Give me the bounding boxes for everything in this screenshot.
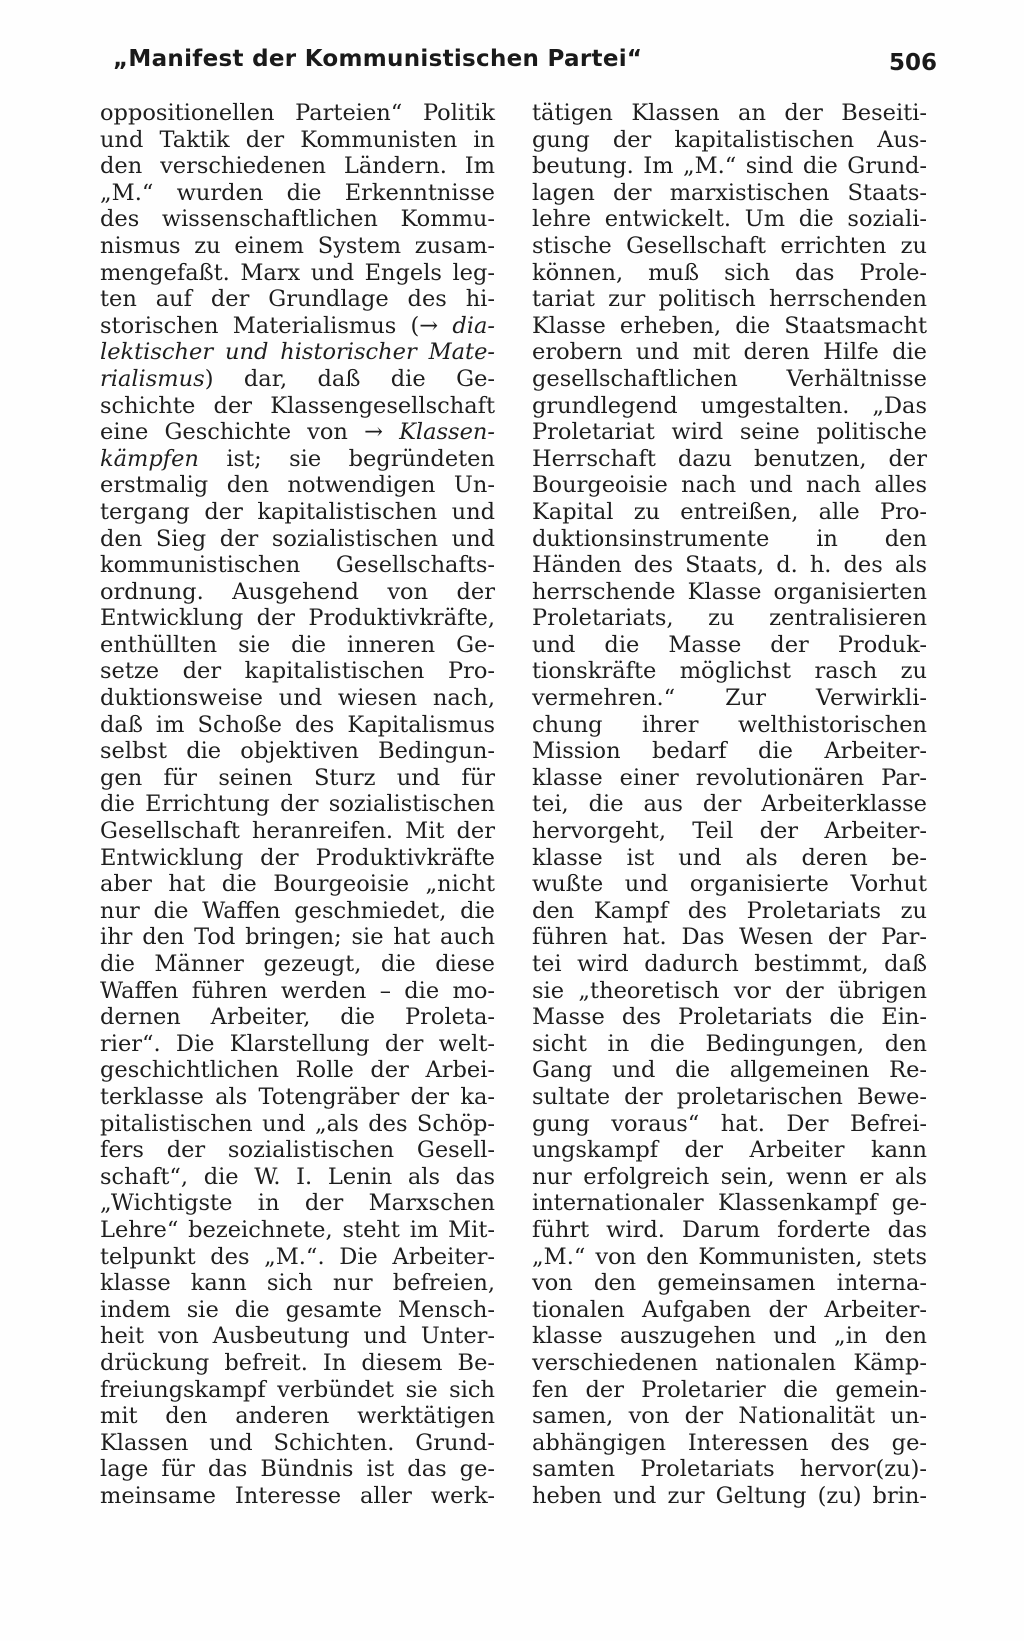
page-number: 506 <box>888 50 937 76</box>
text-line: geschichtlichen Rolle der Arbei- <box>100 1057 495 1084</box>
text-line: stische Gesellschaft errichten zu <box>532 232 927 259</box>
text-line: klasse auszugehen und „in den <box>532 1323 927 1350</box>
text-line: Masse des Proletariats die Ein- <box>532 1004 927 1031</box>
text-line: setze der kapitalistischen Pro- <box>100 658 495 685</box>
text-line: ten auf der Grundlage des hi- <box>100 286 495 313</box>
text-line: und Taktik der Kommunisten in <box>100 126 495 153</box>
running-head <box>105 46 945 86</box>
text-line: tionalen Aufgaben der Arbeiter- <box>532 1296 927 1323</box>
text-line: chung ihrer welthistorischen <box>532 711 927 738</box>
text-line: verschiedenen nationalen Kämp- <box>532 1349 927 1376</box>
text-line: Kapital zu entreißen, alle Pro- <box>532 498 927 525</box>
text-line: freiungskampf verbündet sie sich <box>100 1376 495 1403</box>
text-line: Entwicklung der Produktivkräfte, <box>100 605 495 632</box>
text-line: hervorgeht, Teil der Arbeiter- <box>532 818 927 845</box>
text-line: gesellschaftlichen Verhältnisse <box>532 365 927 392</box>
text-line: samten Proletariats hervor(zu)- <box>532 1456 927 1483</box>
text-line: mengefaßt. Marx und Engels leg- <box>100 259 495 286</box>
text-line: meinsame Interesse aller werk- <box>100 1482 495 1509</box>
text-line: können, muß sich das Prole- <box>532 259 927 286</box>
text-line: ordnung. Ausgehend von der <box>100 578 495 605</box>
text-line: terklasse als Totengräber der ka- <box>100 1083 495 1110</box>
text-line: vermehren.“ Zur Verwirkli- <box>532 685 927 712</box>
text-line: rialismus) dar, daß die Ge- <box>100 365 495 392</box>
text-line: heit von Ausbeutung und Unter- <box>100 1323 495 1350</box>
text-line: tei, die aus der Arbeiterklasse <box>532 791 927 818</box>
text-line: führt wird. Darum forderte das <box>532 1216 927 1243</box>
text-line: Händen des Staats, d. h. des als <box>532 552 927 579</box>
text-line: tei wird dadurch bestimmt, daß <box>532 951 927 977</box>
text-line: fen der Proletarier die gemein- <box>532 1376 927 1403</box>
text-line: führen hat. Das Wesen der Par- <box>532 924 927 951</box>
text-line: „M.“ wurden die Erkenntnisse <box>100 179 495 206</box>
text-line: grundlegend umgestalten. „Das <box>532 392 927 419</box>
text-line: eine Geschichte von → Klassen- <box>100 419 495 446</box>
text-line: tergang der kapitalistischen und <box>100 498 495 525</box>
text-line: klasse kann sich nur befreien, <box>100 1270 495 1297</box>
text-line: duktionsinstrumente in den <box>532 525 927 552</box>
text-line: „M.“ von den Kommunisten, stets <box>532 1243 927 1270</box>
text-line: Waffen führen werden – die mo- <box>100 977 495 1004</box>
right-text-column <box>532 100 927 1509</box>
text-line: von den gemeinsamen interna- <box>532 1270 927 1297</box>
text-line: mit den anderen werktätigen <box>100 1403 495 1430</box>
text-line: drückung befreit. In diesem Be- <box>100 1349 495 1376</box>
left-text-column <box>100 100 495 1509</box>
text-line: oppositionellen Parteien“ Politik <box>100 100 495 126</box>
text-line: Klassen und Schichten. Grund- <box>100 1429 495 1456</box>
text-line: Gang und die allgemeinen Re- <box>532 1057 927 1084</box>
text-line: wußte und organisierte Vorhut <box>532 871 927 898</box>
text-line: Bourgeoisie nach und nach alles <box>532 472 927 499</box>
text-line: lagen der marxistischen Staats- <box>532 179 927 206</box>
text-line: Mission bedarf die Arbeiter- <box>532 738 927 765</box>
text-line: die Männer gezeugt, die diese <box>100 951 495 977</box>
text-line: tätigen Klassen an der Beseiti- <box>532 100 927 126</box>
text-line: kommunistischen Gesellschafts- <box>100 552 495 579</box>
text-line: lehre entwickelt. Um die soziali- <box>532 206 927 233</box>
text-line: pitalistischen und „als des Schöp- <box>100 1110 495 1137</box>
text-line: den Kampf des Proletariats zu <box>532 897 927 924</box>
text-line: telpunkt des „M.“. Die Arbeiter- <box>100 1243 495 1270</box>
text-line: samen, von der Nationalität un- <box>532 1403 927 1430</box>
text-line: gung voraus“ hat. Der Befrei- <box>532 1110 927 1137</box>
text-line: klasse ist und als deren be- <box>532 844 927 871</box>
text-line: abhängigen Interessen des ge- <box>532 1429 927 1456</box>
text-line: Proletariats, zu zentralisieren <box>532 605 927 632</box>
text-line: aber hat die Bourgeoisie „nicht <box>100 871 495 898</box>
text-line: schaft“, die W. I. Lenin als das <box>100 1163 495 1190</box>
text-line: tariat zur politisch herrschenden <box>532 286 927 313</box>
text-line: erobern und mit deren Hilfe die <box>532 339 927 366</box>
text-line: nismus zu einem System zusam- <box>100 232 495 259</box>
text-line: die Errichtung der sozialistischen <box>100 791 495 818</box>
text-line: sultate der proletarischen Bewe- <box>532 1083 927 1110</box>
text-line: lage für das Bündnis ist das ge- <box>100 1456 495 1483</box>
text-line: dernen Arbeiter, die Proleta- <box>100 1004 495 1031</box>
text-line: enthüllten sie die inneren Ge- <box>100 631 495 658</box>
text-line: „Wichtigste in der Marxschen <box>100 1190 495 1217</box>
text-line: Proletariat wird seine politische <box>532 419 927 446</box>
text-line: den Sieg der sozialistischen und <box>100 525 495 552</box>
text-line: heben und zur Geltung (zu) brin- <box>532 1482 927 1509</box>
text-line: Herrschaft dazu benutzen, der <box>532 445 927 472</box>
text-line: nur erfolgreich sein, wenn er als <box>532 1163 927 1190</box>
text-line: daß im Schoße des Kapitalismus <box>100 711 495 738</box>
text-line: selbst die objektiven Bedingun- <box>100 738 495 765</box>
text-line: beutung. Im „M.“ sind die Grund- <box>532 153 927 180</box>
text-line: fers der sozialistischen Gesell- <box>100 1137 495 1164</box>
text-line: Klasse erheben, die Staatsmacht <box>532 312 927 339</box>
text-line: rier“. Die Klarstellung der welt- <box>100 1030 495 1057</box>
text-line: kämpfen ist; sie begründeten <box>100 445 495 472</box>
text-line: und die Masse der Produk- <box>532 631 927 658</box>
text-line: Gesellschaft heranreifen. Mit der <box>100 818 495 845</box>
text-line: den verschiedenen Ländern. Im <box>100 153 495 180</box>
text-line: lektischer und historischer Mate- <box>100 339 495 366</box>
text-line: schichte der Klassengesellschaft <box>100 392 495 419</box>
text-line: indem sie die gesamte Mensch- <box>100 1296 495 1323</box>
text-line: ihr den Tod bringen; sie hat auch <box>100 924 495 951</box>
text-line: duktionsweise und wiesen nach, <box>100 685 495 712</box>
text-line: sie „theoretisch vor der übrigen <box>532 977 927 1004</box>
text-line: sicht in die Bedingungen, den <box>532 1030 927 1057</box>
text-line: gung der kapitalistischen Aus- <box>532 126 927 153</box>
text-line: des wissenschaftlichen Kommu- <box>100 206 495 233</box>
text-line: klasse einer revolutionären Par- <box>532 764 927 791</box>
running-title: „Manifest der Kommunistischen Partei“ <box>113 46 643 72</box>
text-line: tionskräfte möglichst rasch zu <box>532 658 927 685</box>
text-line: ungskampf der Arbeiter kann <box>532 1137 927 1164</box>
text-line: nur die Waffen geschmiedet, die <box>100 897 495 924</box>
text-line: gen für seinen Sturz und für <box>100 764 495 791</box>
text-line: erstmalig den notwendigen Un- <box>100 472 495 499</box>
text-line: Lehre“ bezeichnete, steht im Mit- <box>100 1216 495 1243</box>
text-line: Entwicklung der Produktivkräfte <box>100 844 495 871</box>
text-line: herrschende Klasse organisierten <box>532 578 927 605</box>
text-line: internationaler Klassenkampf ge- <box>532 1190 927 1217</box>
text-line: storischen Materialismus (→ dia- <box>100 312 495 339</box>
